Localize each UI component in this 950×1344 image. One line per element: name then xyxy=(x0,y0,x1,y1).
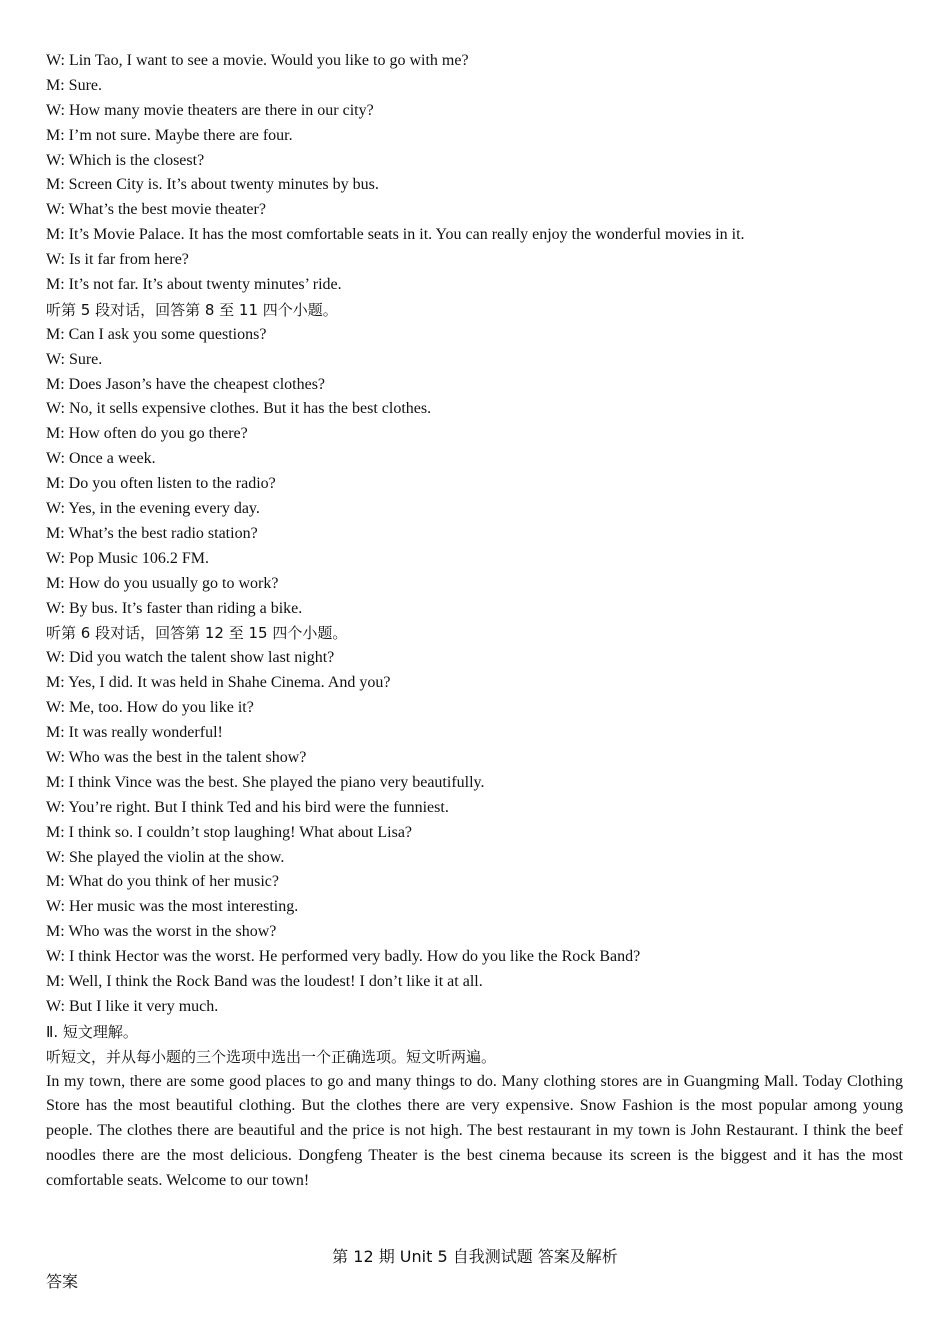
dialogue-line: M: Well, I think the Rock Band was the loudest! I don’t like it at all. xyxy=(46,972,483,990)
dialogue-line: M: How often do you go there? xyxy=(46,425,248,443)
dialogue-line: M: It’s Movie Palace. It has the most comfortable seats in it. You can really enjoy the wonderful movies in it. xyxy=(46,226,745,244)
dialogue-line: W: Lin Tao, I want to see a movie. Would you like to go with me? xyxy=(46,52,469,69)
dialogue-line: M: Does Jason’s have the cheapest clothes? xyxy=(46,375,326,393)
answer-section-title: 第 12 期 Unit 5 自我测试题 答案及解析 xyxy=(332,1247,618,1266)
section-instruction: 听短文，并从每小题的三个选项中选出一个正确选项。短文听两遍。 xyxy=(46,1047,497,1066)
dialogue-line: W: But I like it very much. xyxy=(46,997,219,1015)
dialogue-line: W: Her music was the most interesting. xyxy=(46,898,299,916)
section-heading: Ⅱ. 短文理解。 xyxy=(46,1022,138,1041)
dialogue-line: W: She played the violin at the show. xyxy=(46,848,285,866)
dialogue-line: W: Me, too. How do you like it? xyxy=(46,699,254,717)
dialogue-line: W: Which is the closest? xyxy=(46,151,205,169)
dialogue-line: W: By bus. It’s faster than riding a bike. xyxy=(46,599,303,617)
dialogue-line: W: Yes, in the evening every day. xyxy=(46,500,260,518)
dialogue-line: M: Do you often listen to the radio? xyxy=(46,475,276,493)
dialogue-line: M: I’m not sure. Maybe there are four. xyxy=(46,126,293,144)
dialogue-line: W: Once a week. xyxy=(46,450,156,468)
dialogue-line: M: It’s not far. It’s about twenty minutes’ ride. xyxy=(46,276,342,294)
dialogue-line: M: Who was the worst in the show? xyxy=(46,923,277,941)
dialogue-line: W: Pop Music 106.2 FM. xyxy=(46,549,209,567)
dialogue-line: M: Can I ask you some questions? xyxy=(46,325,267,343)
dialogue-line: M: I think so. I couldn’t stop laughing! What about Lisa? xyxy=(46,823,413,841)
dialogue-line: W: Did you watch the talent show last night? xyxy=(46,649,335,667)
dialogue-line: M: What’s the best radio station? xyxy=(46,524,258,542)
dialogue-line: M: Sure. xyxy=(46,76,102,94)
dialogue-line: M: It was really wonderful! xyxy=(46,724,223,742)
dialogue-line: W: What’s the best movie theater? xyxy=(46,201,266,219)
dialogue-line: M: What do you think of her music? xyxy=(46,873,279,891)
dialogue-line: W: No, it sells expensive clothes. But it has the best clothes. xyxy=(46,400,432,418)
dialogue-line: M: I think Vince was the best. She played the piano very beautifully. xyxy=(46,773,485,791)
passage-text: In my town, there are some good places to go and many things to do. Many clothing stores are in Guangming Mall. Today Clothing Store has the most beautiful clothing. But the clothes there are very expensive. Snow Fashion is the most popular among young people. The clothes there are beautiful and the price is not high. The best restaurant in my town is John Restaurant. I think the beef noodles there are the most delicious. Dongfeng Theater is the best cinema because its screen is the biggest and it has the most comfortable seats. Welcome to our town! xyxy=(46,1072,903,1190)
dialogue-line: W: Is it far from here? xyxy=(46,251,189,269)
dialogue-line: W: I think Hector was the worst. He performed very badly. How do you like the Rock Band? xyxy=(46,948,641,966)
section-instruction: 听第 5 段对话，回答第 8 至 11 四个小题。 xyxy=(46,300,338,319)
answer-label: 答案 xyxy=(46,1272,79,1291)
section-instruction: 听第 6 段对话，回答第 12 至 15 四个小题。 xyxy=(46,624,348,643)
dialogue-line: W: You’re right. But I think Ted and his bird were the funniest. xyxy=(46,798,449,816)
dialogue-line: M: Screen City is. It’s about twenty minutes by bus. xyxy=(46,176,379,194)
dialogue-line: W: Sure. xyxy=(46,350,103,368)
transcript-content xyxy=(46,49,903,1194)
dialogue-line: M: How do you usually go to work? xyxy=(46,574,279,592)
dialogue-line: W: Who was the best in the talent show? xyxy=(46,748,307,766)
dialogue-line: W: How many movie theaters are there in our city? xyxy=(46,101,374,119)
dialogue-line: M: Yes, I did. It was held in Shahe Cinema. And you? xyxy=(46,674,391,692)
